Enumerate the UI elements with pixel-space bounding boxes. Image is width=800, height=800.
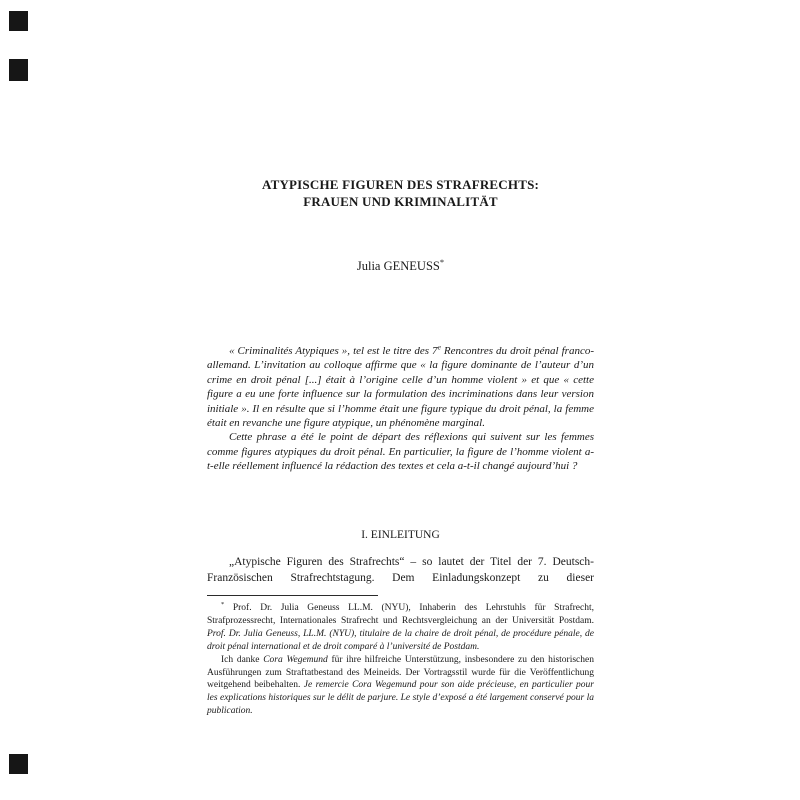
- footnote-rule: [207, 595, 378, 596]
- paper-title: [207, 177, 594, 210]
- footnote-paragraph-2: Ich danke Cora Wegemund für ihre hilfreiche Unterstützung, insbesondere zu den historischen Ausführungen zum Straftatbestand des Meineids. Der Vortragsstil wurde für die Veröffentlichung weitgehend beibehalten. Je remercie Cora Wegemund pour son aide précieuse, en particulier pour les explications historiques sur le délit de parjure. Le style d’exposé a été largement conservé pour la publication.: [207, 654, 594, 717]
- footnote-area: [207, 602, 594, 718]
- scan-mark-top-2: [9, 59, 28, 81]
- author-footnote-marker: *: [439, 256, 445, 267]
- title-line-1: ATYPISCHE FIGUREN DES STRAFRECHTS:: [261, 177, 540, 192]
- title-line-2: FRAUEN UND KRIMINALITÄT: [303, 193, 498, 209]
- scan-mark-bottom: [9, 754, 28, 774]
- author-name: Julia GENEUSS: [356, 259, 440, 273]
- abstract-quote: [207, 344, 594, 474]
- page-text-block: [207, 0, 594, 800]
- quote-paragraph-2: Cette phrase a été le point de départ des réflexions qui suivent sur les femmes comme figures atypiques du droit pénal. En particulier, la figure de l’homme violent a-t-elle réellement influencé la rédaction des textes et cela a-t-il changé aujourd’hui ?: [207, 431, 594, 473]
- section-heading: I. EINLEITUNG: [361, 529, 440, 541]
- footnote-paragraph-1: * Prof. Dr. Julia Geneuss LL.M. (NYU), Inhaberin des Lehrstuhls für Strafrecht, Strafprozessrecht, Internationales Strafrecht und Rechtsvergleichung an der Universität Postdam. Prof. Dr. Julia Geneuss, LL.M. (NYU), titulaire de la chaire de droit pénal, de procédure pénale, de droit pénal international et de droit comparé à l’université de Postdam.: [207, 600, 594, 652]
- body-paragraph: „Atypische Figuren des Strafrechts“ – so lautet der Titel der 7. Deutsch-Französischen Strafrechtstagung. Dem Einladungskonzept zu dieser: [207, 556, 594, 584]
- quote-paragraph-1: « Criminalités Atypiques », tel est le titre des 7e Rencontres du droit pénal franco-allemand. L’invitation au colloque affirme que « la figure dominante de l’auteur d’un crime en droit pénal [...] était à l’origine celle d’un homme violent » et que « cette figure a eu une forte influence sur la formulation des incriminations dans leur version initiale ». Il en résulte que si l’homme était une figure typique du droit pénal, la femme était en revanche une figure atypique, un phénomène marginal.: [207, 342, 594, 430]
- author-line: [207, 256, 594, 274]
- scan-mark-top-1: [9, 11, 28, 31]
